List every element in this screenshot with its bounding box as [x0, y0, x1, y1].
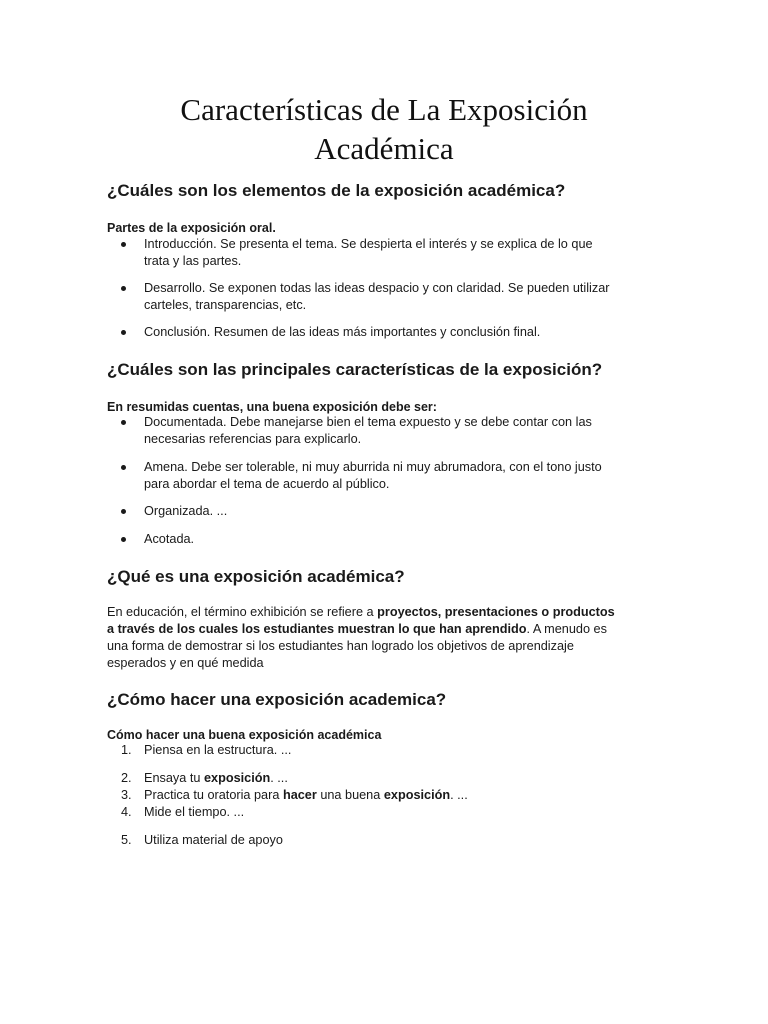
list-item-line: Conclusión. Resumen de las ideas más importantes y conclusión final. [144, 325, 541, 339]
list-number: 5. [121, 833, 132, 847]
section-heading-caracteristicas: ¿Cuáles son las principales características de la exposición? [107, 360, 603, 379]
list-item [144, 324, 654, 341]
bullet-icon [121, 242, 126, 247]
list-item [144, 459, 654, 493]
list-item-line: Documentada. Debe manejarse bien el tema expuesto y se debe contar con las [144, 415, 592, 429]
list-item-line: Acotada. [144, 532, 195, 546]
list-item-line: Utiliza material de apoyo [144, 833, 283, 847]
list-item [144, 414, 654, 448]
paragraph-text: una forma de demostrar si los estudiantes han logrado los objetivos de aprendizaje [107, 639, 574, 653]
section-heading-elementos: ¿Cuáles son los elementos de la exposición académica? [107, 181, 566, 200]
bullet-icon [121, 465, 126, 470]
bullet-icon [121, 537, 126, 542]
title-line-1: Características de La Exposición [180, 92, 588, 127]
list-item [144, 742, 654, 759]
subheading-resumidas: En resumidas cuentas, una buena exposición debe ser: [107, 400, 437, 414]
list-item-text: una buena [316, 788, 384, 802]
paragraph-definicion [107, 604, 647, 672]
list-item-line: Piensa en la estructura. ... [144, 743, 292, 757]
list-item-line: para abordar el tema de acuerdo al público. [144, 477, 390, 491]
bullet-icon [121, 286, 126, 291]
paragraph-bold-text: a través de los cuales los estudiantes muestran lo que han aprendido [107, 622, 527, 636]
list-item-line: Amena. Debe ser tolerable, ni muy aburrida ni muy abrumadora, con el tono justo [144, 460, 602, 474]
list-number: 3. [121, 788, 132, 802]
section-heading-que-es: ¿Qué es una exposición académica? [107, 567, 405, 586]
list-number: 1. [121, 743, 132, 757]
list-item-text: . ... [270, 771, 288, 785]
list-item-line: Desarrollo. Se exponen todas las ideas despacio y con claridad. Se pueden utilizar [144, 281, 610, 295]
paragraph-text: En educación, el término exhibición se refiere a [107, 605, 378, 619]
paragraph-text: . A menudo es [526, 622, 607, 636]
bullet-icon [121, 420, 126, 425]
list-item-line: necesarias referencias para explicarlo. [144, 432, 362, 446]
list-item-bold-text: exposición [203, 771, 271, 785]
list-item [144, 770, 654, 787]
list-item-line: carteles, transparencias, etc. [144, 298, 307, 312]
list-number: 2. [121, 771, 132, 785]
list-item [144, 280, 654, 314]
paragraph-bold-text: proyectos, presentaciones o productos [377, 605, 615, 619]
list-item-line: trata y las partes. [144, 254, 242, 268]
list-item [144, 804, 654, 821]
list-item-text: Ensaya tu [144, 771, 204, 785]
subheading-partes: Partes de la exposición oral. [107, 221, 276, 235]
list-item [144, 503, 654, 520]
title-line-2: Académica [314, 131, 454, 166]
paragraph-text: esperados y en qué medida [107, 656, 264, 670]
list-item-text: Practica tu oratoria para [144, 788, 283, 802]
list-item [144, 832, 654, 849]
list-number: 4. [121, 805, 132, 819]
list-item-line: Introducción. Se presenta el tema. Se despierta el interés y se explica de lo que [144, 237, 593, 251]
list-item-line: Mide el tiempo. ... [144, 805, 245, 819]
document-title [0, 90, 768, 168]
list-item-bold-text: exposición [383, 788, 451, 802]
list-item [144, 236, 654, 270]
bullet-icon [121, 330, 126, 335]
list-item-text: . ... [450, 788, 468, 802]
bullet-icon [121, 509, 126, 514]
list-item-line: Organizada. ... [144, 504, 228, 518]
section-heading-como-hacer: ¿Cómo hacer una exposición academica? [107, 690, 447, 709]
subheading-como-hacer: Cómo hacer una buena exposición académica [107, 728, 382, 742]
list-item-bold-text: hacer [282, 788, 317, 802]
list-item [144, 531, 654, 548]
list-item [144, 787, 654, 804]
